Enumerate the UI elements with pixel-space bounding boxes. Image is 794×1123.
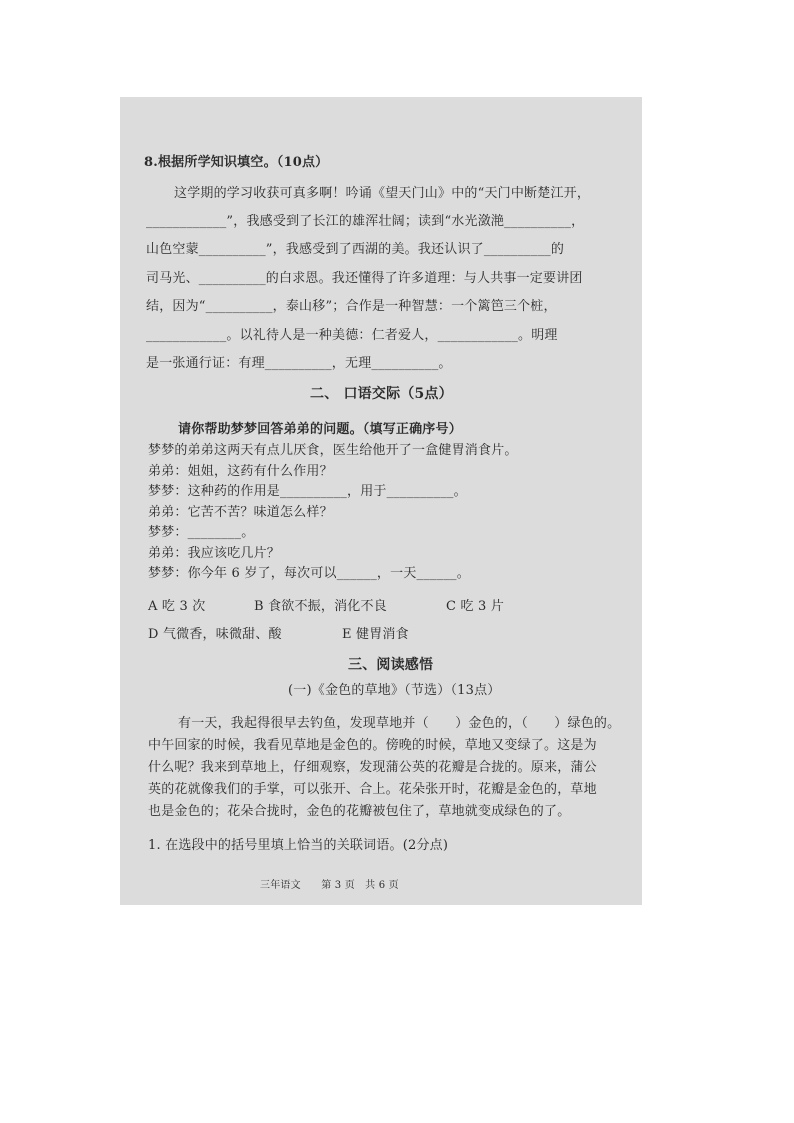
option-e: E 健胃消食 (342, 627, 409, 642)
option-a: A 吃 3 次 (148, 599, 206, 614)
q8-line-5: 结，因为“__________，泰山移”；合作是一种智慧：一个篱笆三个桩， (146, 299, 557, 314)
option-c: C 吃 3 片 (446, 599, 505, 614)
dialog-line-3: 梦梦：这种药的作用是__________，用于__________。 (148, 484, 467, 499)
dialog-line-1: 梦梦的弟弟这两天有点儿厌食，医生给他开了一盒健胃消食片。 (148, 443, 518, 458)
option-b: B 食欲不振，消化不良 (254, 599, 387, 614)
section2-instruction: 请你帮助梦梦回答弟弟的问题。（填写正确序号） (178, 422, 462, 437)
bleed-through-mark (540, 149, 573, 165)
passage-line-2: 中午回家的时候，我看见草地是金色的。傍晚的时候，草地又变绿了。这是为 (148, 738, 597, 753)
passage-line-5: 也是金色的；花朵合拢时，金色的花瓣被包住了，草地就变成绿色的了。 (148, 804, 571, 819)
dialog-line-6: 弟弟：我应该吃几片？ (148, 546, 281, 561)
q8-line-6: ____________。以礼待人是一种美德：仁者爱人，____________。明理 (146, 328, 558, 343)
dialog-line-7: 梦梦：你今年 6 岁了，每次可以______，一天______。 (148, 566, 470, 581)
section2-title: 二、 口语交际（5点） (310, 386, 453, 402)
passage-title: (一)《金色的草地》（节选）（13点） (288, 683, 501, 698)
q8-line-4: 司马光、__________的白求恩。我还懂得了许多道理：与人共事一定要讲团 (146, 271, 583, 286)
dialog-line-2: 弟弟：姐姐，这药有什么作用？ (148, 464, 333, 479)
exam-page-photo (120, 97, 642, 905)
q8-line-7: 是一张通行证：有理__________，无理__________。 (146, 356, 452, 371)
q8-line-3: 山色空蒙__________”，我感受到了西湖的美。我还认识了__________的 (146, 242, 565, 257)
section3-title: 三、阅读感悟 (348, 657, 434, 673)
passage-line-4: 英的花就像我们的手掌，可以张开、合上。花朵张开时，花瓣是金色的，草地 (148, 782, 597, 797)
q8-line-2: ____________”，我感受到了长江的雄浑壮阔；读到“水光潋滟__________， (146, 214, 585, 229)
question-1: 1. 在选段中的括号里填上恰当的关联词语。(2分点) (148, 838, 449, 853)
q8-line-1: 这学期的学习收获可真多啊！吟诵《望天门山》中的“天门中断楚江开， (174, 186, 591, 201)
q8-title: 8.根据所学知识填空。（10点） (144, 155, 329, 170)
dialog-line-5: 梦梦：________。 (148, 525, 255, 540)
dialog-line-4: 弟弟：它苦不苦？味道怎么样？ (148, 505, 333, 520)
option-d: D 气微香，味微甜、酸 (148, 627, 282, 642)
passage-line-3: 什么呢？我来到草地上，仔细观察，发现蒲公英的花瓣是合拢的。原来，蒲公 (148, 760, 597, 775)
page-footer: 三年语文 第 3 页 共 6 页 (260, 880, 399, 891)
passage-line-1: 有一天，我起得很早去钓鱼，发现草地并（ ）金色的，（ ）绿色的。 (178, 716, 621, 731)
